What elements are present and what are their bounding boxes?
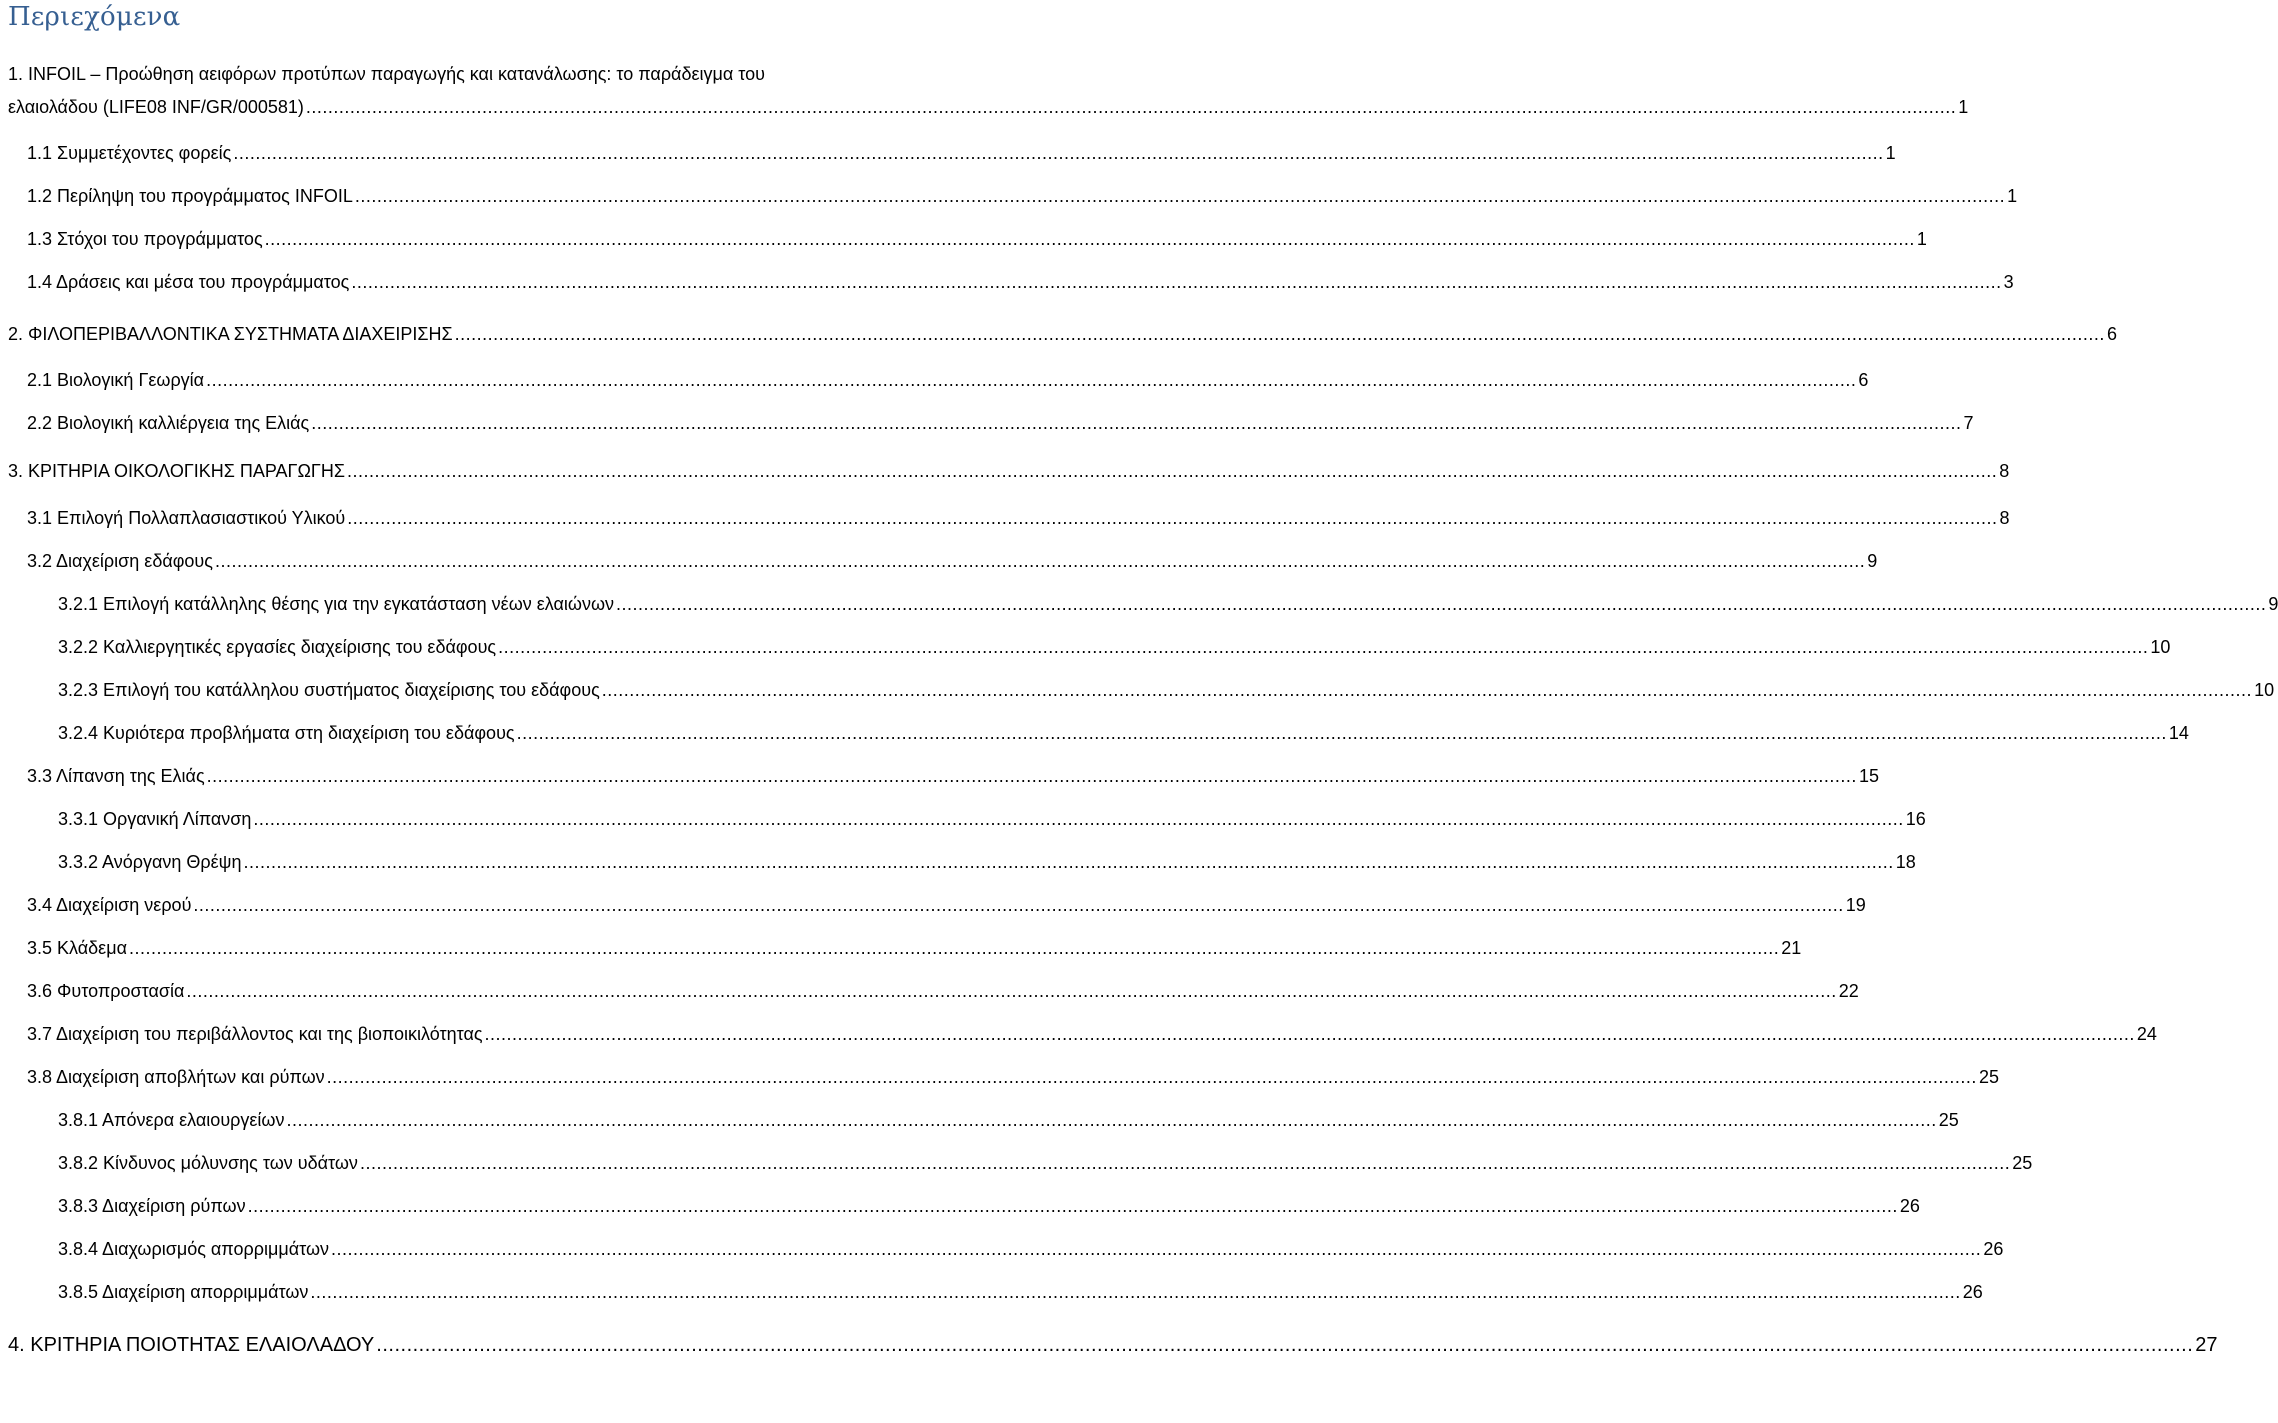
dot-leader: ............................................................................................................................................................................................................................................................................................................ — [243, 852, 1894, 872]
toc-entry-3-8-3[interactable] — [0, 1194, 1920, 1218]
dot-leader: ............................................................................................................................................................................................................................................................................................................ — [128, 938, 1780, 958]
toc-entry-3-8-4[interactable] — [0, 1237, 2004, 1261]
toc-entry-label: 3.2.1 Επιλογή κατάλληλης θέσης για την εγκατάσταση νέων ελαιώνων — [58, 594, 615, 614]
toc-entry-1-2[interactable] — [0, 184, 2018, 208]
toc-entry-page: 1 — [1916, 229, 1927, 249]
dot-leader: ............................................................................................................................................................................................................................................................................................................ — [346, 461, 1998, 481]
toc-entry-3-2-1[interactable] — [0, 592, 2278, 616]
dot-leader: ............................................................................................................................................................................................................................................................................................................ — [311, 413, 1962, 433]
toc-entry-page: 26 — [1899, 1196, 1920, 1216]
toc-entry-3-8-2[interactable] — [0, 1151, 2033, 1175]
toc-entry-page: 9 — [2268, 594, 2278, 614]
toc-entry-page: 9 — [1867, 551, 1878, 571]
toc-entry-label: 1.1 Συμμετέχοντες φορείς — [27, 143, 232, 163]
toc-entry-label: 1.4 Δράσεις και μέσα του προγράμματος — [27, 272, 350, 292]
toc-entry-page: 3 — [2003, 272, 2014, 292]
dot-leader: ............................................................................................................................................................................................................................................................................................................ — [264, 229, 1915, 249]
toc-entry-3[interactable] — [0, 459, 2010, 483]
dot-leader: ............................................................................................................................................................................................................................................................................................................ — [454, 324, 2105, 344]
toc-entry-3-3-2[interactable] — [0, 850, 1916, 874]
dot-leader: ............................................................................................................................................................................................................................................................................................................ — [326, 1067, 1977, 1087]
dot-leader: ............................................................................................................................................................................................................................................................................................................ — [351, 272, 2002, 292]
toc-entry-3-2[interactable] — [0, 549, 1878, 573]
toc-entry-4[interactable] — [0, 1333, 2218, 1357]
toc-entry-label: 3. ΚΡΙΤΗΡΙΑ ΟΙΚΟΛΟΓΙΚΗΣ ΠΑΡΑΓΩΓΗΣ — [8, 461, 345, 481]
toc-entry-page: 18 — [1895, 852, 1916, 872]
toc-entry-page: 6 — [2106, 324, 2117, 344]
toc-entry-label: 3.5 Κλάδεμα — [27, 938, 127, 958]
toc-entry-page: 7 — [1963, 413, 1974, 433]
toc-entry-3-5[interactable] — [0, 936, 1802, 960]
toc-entry-page: 8 — [1999, 508, 2010, 528]
toc-entry-label: 2.2 Βιολογική καλλιέργεια της Ελιάς — [27, 413, 310, 433]
dot-leader: ............................................................................................................................................................................................................................................................................................................ — [253, 809, 1904, 829]
toc-title: Περιεχόμενα — [8, 2, 181, 32]
toc-entry-label: 3.6 Φυτοπροστασία — [27, 981, 185, 1001]
toc-entry-page: 22 — [1838, 981, 1859, 1001]
dot-leader: ............................................................................................................................................................................................................................................................................................................ — [354, 186, 2006, 206]
toc-entry-2-2[interactable] — [0, 411, 1974, 435]
dot-leader: ............................................................................................................................................................................................................................................................................................................ — [359, 1153, 2011, 1173]
toc-entry-page: 10 — [2150, 637, 2171, 657]
toc-entry-page: 14 — [2168, 723, 2189, 743]
toc-entry-page: 26 — [1983, 1239, 2004, 1259]
toc-entry-label: 3.8.5 Διαχείριση απορριμμάτων — [58, 1282, 309, 1302]
toc-entry-label: 2. ΦΙΛΟΠΕΡΙΒΑΛΛΟΝΤΙΚΑ ΣΥΣΤΗΜΑΤΑ ΔΙΑΧΕΙΡΙΣΗΣ — [8, 324, 453, 344]
toc-entry-page: 6 — [1858, 370, 1869, 390]
dot-leader: ............................................................................................................................................................................................................................................................................................................ — [331, 1239, 1982, 1259]
dot-leader: ............................................................................................................................................................................................................................................................................................................ — [498, 637, 2149, 657]
toc-entry-3-2-2[interactable] — [0, 635, 2171, 659]
toc-entry-label: 3.8.4 Διαχωρισμός απορριμμάτων — [58, 1239, 330, 1259]
toc-entry-3-6[interactable] — [0, 979, 1859, 1003]
dot-leader: ............................................................................................................................................................................................................................................................................................................ — [516, 723, 2167, 743]
toc-entry-3-3-1[interactable] — [0, 807, 1926, 831]
toc-entry-label: 3.3.1 Οργανική Λίπανση — [58, 809, 252, 829]
toc-entry-page: 8 — [1999, 461, 2010, 481]
dot-leader: ............................................................................................................................................................................................................................................................................................................ — [484, 1024, 2135, 1044]
toc-entry-label: 3.2 Διαχείριση εδάφους — [27, 551, 213, 571]
toc-entry-label: 3.4 Διαχείριση νερού — [27, 895, 192, 915]
dot-leader: ............................................................................................................................................................................................................................................................................................................ — [310, 1282, 1961, 1302]
toc-entry-1-1[interactable] — [0, 141, 1896, 165]
toc-entry-page: 25 — [2012, 1153, 2033, 1173]
dot-leader: ............................................................................................................................................................................................................................................................................................................ — [206, 370, 1857, 390]
toc-entry-label: ελαιολάδου (LIFE08 INF/GR/000581) — [8, 97, 304, 117]
toc-entry-3-3[interactable] — [0, 764, 1879, 788]
toc-entry-page: 1 — [2007, 186, 2018, 206]
toc-entry-label: 4. ΚΡΙΤΗΡΙΑ ΠΟΙΟΤΗΤΑΣ ΕΛΑΙΟΛΑΔΟΥ — [8, 1334, 375, 1356]
toc-entry-3-2-3[interactable] — [0, 678, 2275, 702]
dot-leader: ............................................................................................................................................................................................................................................................................................................ — [376, 1334, 2194, 1356]
toc-entry-3-8-1[interactable] — [0, 1108, 1959, 1132]
toc-entry-3-4[interactable] — [0, 893, 1866, 917]
toc-entry-page: 15 — [1858, 766, 1879, 786]
toc-entry-page: 27 — [2195, 1334, 2218, 1356]
toc-entry-1[interactable] — [0, 62, 1969, 119]
toc-entry-3-7[interactable] — [0, 1022, 2157, 1046]
toc-entry-label: 1.3 Στόχοι του προγράμματος — [27, 229, 263, 249]
toc-entry-page: 1 — [1885, 143, 1896, 163]
toc-entry-label: 3.3 Λίπανση της Ελιάς — [27, 766, 205, 786]
toc-entry-page: 25 — [1938, 1110, 1959, 1130]
toc-entry-label: 3.8.3 Διαχείριση ρύπων — [58, 1196, 246, 1216]
dot-leader: ............................................................................................................................................................................................................................................................................................................ — [286, 1110, 1937, 1130]
toc-entry-label: 3.2.3 Επιλογή του κατάλληλου συστήματος διαχείρισης του εδάφους — [58, 680, 600, 700]
dot-leader: ............................................................................................................................................................................................................................................................................................................ — [305, 97, 1957, 117]
toc-entry-3-8-5[interactable] — [0, 1280, 1983, 1304]
toc-entry-1-4[interactable] — [0, 270, 2014, 294]
toc-entry-page: 10 — [2254, 680, 2275, 700]
toc-entry-page: 21 — [1781, 938, 1802, 958]
dot-leader: ............................................................................................................................................................................................................................................................................................................ — [601, 680, 2253, 700]
toc-entry-3-8[interactable] — [0, 1065, 1999, 1089]
toc-entry-label-line1: 1. INFOIL – Προώθηση αειφόρων προτύπων παραγωγής και κατανάλωσης: το παράδειγμα του — [8, 64, 765, 84]
dot-leader: ............................................................................................................................................................................................................................................................................................................ — [247, 1196, 1898, 1216]
dot-leader: ............................................................................................................................................................................................................................................................................................................ — [186, 981, 1837, 1001]
toc-entry-label: 3.8 Διαχείριση αποβλήτων και ρύπων — [27, 1067, 325, 1087]
toc-entry-label: 3.1 Επιλογή Πολλαπλασιαστικού Υλικού — [27, 508, 346, 528]
toc-entry-1-3[interactable] — [0, 227, 1927, 251]
toc-entry-page: 19 — [1845, 895, 1866, 915]
dot-leader: ............................................................................................................................................................................................................................................................................................................ — [206, 766, 1857, 786]
toc-entry-label: 3.3.2 Ανόργανη Θρέψη — [58, 852, 242, 872]
dot-leader: ............................................................................................................................................................................................................................................................................................................ — [214, 551, 1866, 571]
toc-entry-label: 2.1 Βιολογική Γεωργία — [27, 370, 205, 390]
toc-entry-label: 3.2.2 Καλλιεργητικές εργασίες διαχείρισης του εδάφους — [58, 637, 497, 657]
dot-leader: ............................................................................................................................................................................................................................................................................................................ — [233, 143, 1884, 163]
toc-entry-label: 3.8.2 Κίνδυνος μόλυνσης των υδάτων — [58, 1153, 358, 1173]
dot-leader: ............................................................................................................................................................................................................................................................................................................ — [193, 895, 1844, 915]
toc-entry-3-2-4[interactable] — [0, 721, 2189, 745]
toc-entry-page: 25 — [1978, 1067, 1999, 1087]
dot-leader: ............................................................................................................................................................................................................................................................................................................ — [347, 508, 1998, 528]
dot-leader: ............................................................................................................................................................................................................................................................................................................ — [616, 594, 2267, 614]
toc-entry-2[interactable] — [0, 322, 2117, 346]
toc-entry-label: 3.2.4 Κυριότερα προβλήματα στη διαχείριση του εδάφους — [58, 723, 515, 743]
toc-entry-2-1[interactable] — [0, 368, 1869, 392]
toc-entry-label: 3.8.1 Απόνερα ελαιουργείων — [58, 1110, 285, 1130]
toc-entry-page: 26 — [1962, 1282, 1983, 1302]
toc-entry-page: 1 — [1958, 97, 1969, 117]
toc-entry-page: 16 — [1905, 809, 1926, 829]
toc-entry-label: 1.2 Περίληψη του προγράμματος INFOIL — [27, 186, 353, 206]
toc-entry-label: 3.7 Διαχείριση του περιβάλλοντος και της βιοποικιλότητας — [27, 1024, 483, 1044]
toc-entry-3-1[interactable] — [0, 506, 2010, 530]
toc-entry-page: 24 — [2136, 1024, 2157, 1044]
